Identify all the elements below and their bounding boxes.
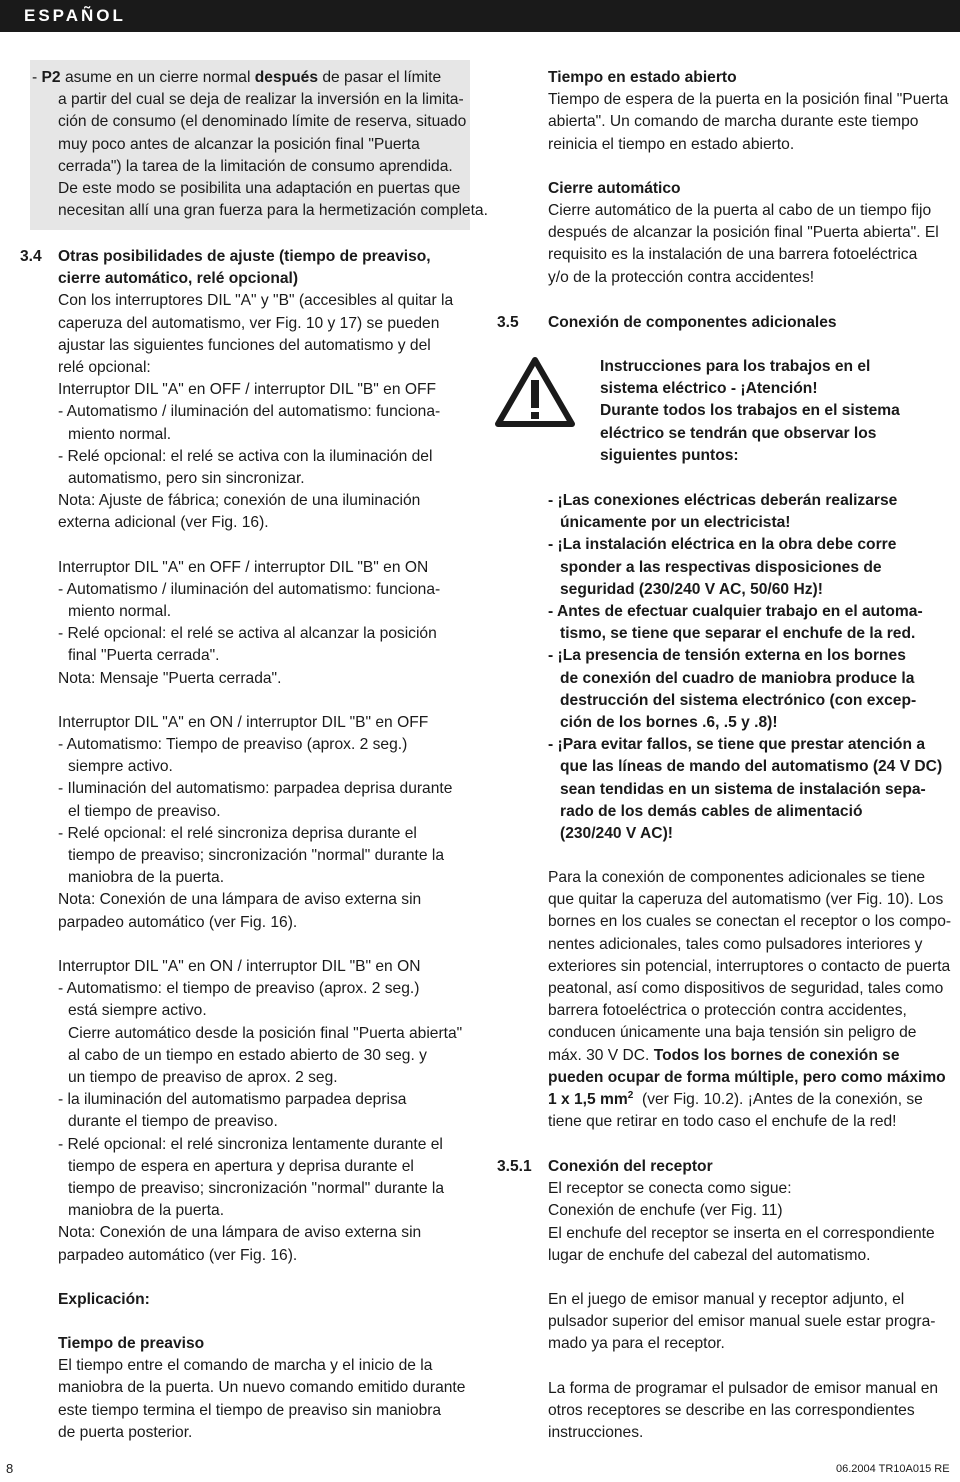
section-3-5-title: Conexión de componentes adicionales — [548, 314, 837, 331]
bullet-item: - ¡Para evitar fallos, se tiene que prestar atención a que las líneas de mando del automatismo (24 V DC) sean tendidas en un sistema de instalación sepa- rado de los demás cables de alimentació (230/240 V AC)! — [548, 736, 943, 843]
section-3-4-title: Otras posibilidades de ajuste (tiempo de preaviso, — [58, 248, 431, 265]
bullet-item: - ¡La instalación eléctrica en la obra debe corre sponder a las respectivas disposiciones de seguridad (230/240 V AC, 50/60 Hz)! — [548, 536, 897, 598]
case-4-heading: Interruptor DIL "A" en ON / interruptor DIL "B" en ON — [58, 957, 421, 975]
bullet-item: - ¡Las conexiones eléctricas deberán realizarse únicamente por un electricista! — [548, 492, 898, 532]
bullet-item: - Antes de efectuar cualquier trabajo en el automa- tismo, se tiene que separar el enchufe de la red. — [548, 603, 923, 643]
p2-note: - P2 asume en un cierre normal después de pasar el límite a partir del cual se deja de realizar la inversión en la limita- ción de consumo (el denominado límite de reserva, situado muy poco antes de alcanzar la posición final "Puerta cerrada") la tarea de la limitación de consumo aprendida. De este modo se posibilita una adaptación en puertas que necesitan allí una gran fuerza para la hermetización completa. — [32, 69, 488, 220]
case-2-heading: Interruptor DIL "A" en OFF / interruptor DIL "B" en ON — [58, 558, 429, 576]
language-header — [0, 0, 960, 32]
language-label: ESPAÑOL — [24, 6, 126, 25]
case-3-heading: Interruptor DIL "A" en ON / interruptor DIL "B" en OFF — [58, 713, 429, 731]
conexion-paragraph: Para la conexión de componentes adicionales se tiene que quitar la caperuza del automatismo (ver Fig. 10). Los bornes en los cuales se conectan el receptor o los compo- nentes adicionales, tales como pulsadores interiores y exteriores sin potencial, interruptores o contacto de puerta peatonal, así como dispositivos de seguridad, tales como barrera fotoeléctrica o protección contra accidentes, conducen únicamente una baja tensión sin peligro de máx. 30 V DC. Todos los bornes de conexión se pueden ocupar de forma múltiple, pero como máximo 1 x 1,5 $mm^2$ (ver Fig. 10.2). ¡Antes de la conexión, se tiene que retirar en todo caso el enchufe de la red! — [548, 869, 952, 1131]
p2-line-1: - P2 asume en un cierre normal después de pasar el límite — [32, 69, 442, 86]
explicacion-heading: Explicación: — [58, 1290, 150, 1308]
case-1-heading: Interruptor DIL "A" en OFF / interruptor DIL "B" en OFF — [58, 381, 437, 399]
document-code: 06.2004 TR10A015 RE — [836, 1463, 950, 1475]
page-number: 8 — [6, 1461, 14, 1476]
abierto-heading: Tiempo en estado abierto — [548, 69, 737, 86]
preaviso-heading: Tiempo de preaviso — [58, 1334, 205, 1352]
warning-text: Instrucciones para los trabajos en el sistema eléctrico - ¡Atención! Durante todos los trabajos en el sistema eléctrico se tendrán que observar los siguientes puntos: — [600, 358, 900, 464]
right-upper: Tiempo en estado abierto Tiempo de espera de la puerta en la posición final "Puerta abierta". Un comando de marcha durante este tiempo reinicia el tiempo en estado abierto. Cierre automático Cierre automático de la puerta al cabo de un tiempo fijo después de alcanzar la posición final "Puerta abierta". El requisito es la instalación de una barrera fotoeléctrica y/o de la protección contra accidentes! — [548, 69, 949, 286]
section-3-5-1-title: Conexión del receptor — [548, 1158, 713, 1175]
warning-bullets — [548, 490, 958, 845]
warning-triangle-icon — [494, 356, 576, 435]
bullet-item: - ¡La presencia de tensión externa en los bornes de conexión del cuadro de maniobra produce la destrucción del sistema electrónico (con excep- ción de los bornes .6, .5 y .8)! — [548, 647, 917, 732]
cierre-heading: Cierre automático — [548, 179, 681, 197]
section-3-4: Otras posibilidades de ajuste (tiempo de preaviso, cierre automático, relé opcional) Con los interruptores DIL "A" y "B" (accesibles al quitar la caperuza del automatismo, ver Fig. 10 y 17) se pueden ajustar las siguientes funciones del automatismo y del relé opcional: Interruptor DIL "A" en OFF / interruptor DIL "B" en OFF - Automatismo / iluminación del automatismo: funciona- miento normal. - Relé opcional: el relé se activa con la iluminación del automatismo, pero sin sincronizar. Nota: Ajuste de fábrica; conexión de una iluminación externa adicional (ver Fig. 16). Interruptor DIL "A" en OFF / interruptor DIL "B" en ON - Automatismo / iluminación del automatismo: funciona- miento normal. - Relé opcional: el relé se activa al alcanzar la posición final "Puerta cerrada". Nota: Mensaje "Puerta cerrada". Interruptor DIL "A" en ON / interruptor DIL "B" en OFF - Automatismo: Tiempo de preaviso (aprox. 2 seg.) siempre activo. - Iluminación del automatismo: parpadea deprisa durante el tiempo de preaviso. - Relé opcional: el relé sincroniza deprisa durante el tiempo de preaviso; sincronización "normal" durante la maniobra de la puerta. Nota: Conexión de una lámpara de aviso externa sin parpadeo automático (ver Fig. 16). Interruptor DIL "A" en ON / interruptor DIL "B" en ON - Automatismo: el tiempo de preaviso (aprox. 2 seg.) está siempre activo. Cierre automático desde la posición final "Puerta abierta" al cabo de un tiempo en estado abierto de 30 seg. y un tiempo de preaviso de aprox. 2 seg. - la iluminación del automatismo parpadea deprisa durante el tiempo de preaviso. - Relé opcional: el relé sincroniza lentamente durante el tiempo de espera en apertura y deprisa durante el tiempo de preaviso; sincronización "normal" durante la maniobra de la puerta. Nota: Conexión de una lámpara de aviso externa sin parpadeo automático (ver Fig. 16). Explicación: Tiempo de preaviso El tiempo entre el comando de marcha y el inicio de la maniobra de la puerta. Un nuevo comando emitido durante este tiempo termina el tiempo de preaviso sin maniobra de puerta posterior. — [58, 246, 478, 1444]
section-3-5-number: 3.5 — [497, 314, 519, 331]
section-3-4-number: 3.4 — [20, 248, 42, 265]
receptor-section: Conexión del receptor El receptor se conecta como sigue: Conexión de enchufe (ver Fig. 11) El enchufe del receptor se inserta en el correspondiente lugar de enchufe del cabezal del automatismo. En el juego de emisor manual y receptor adjunto, el pulsador superior del emisor manual suele estar progra- mado ya para el receptor. La forma de programar el pulsador de emisor manual en otros receptores se describe en las correspondientes instrucciones. — [548, 1156, 958, 1444]
section-3-5-1-number: 3.5.1 — [497, 1158, 532, 1175]
